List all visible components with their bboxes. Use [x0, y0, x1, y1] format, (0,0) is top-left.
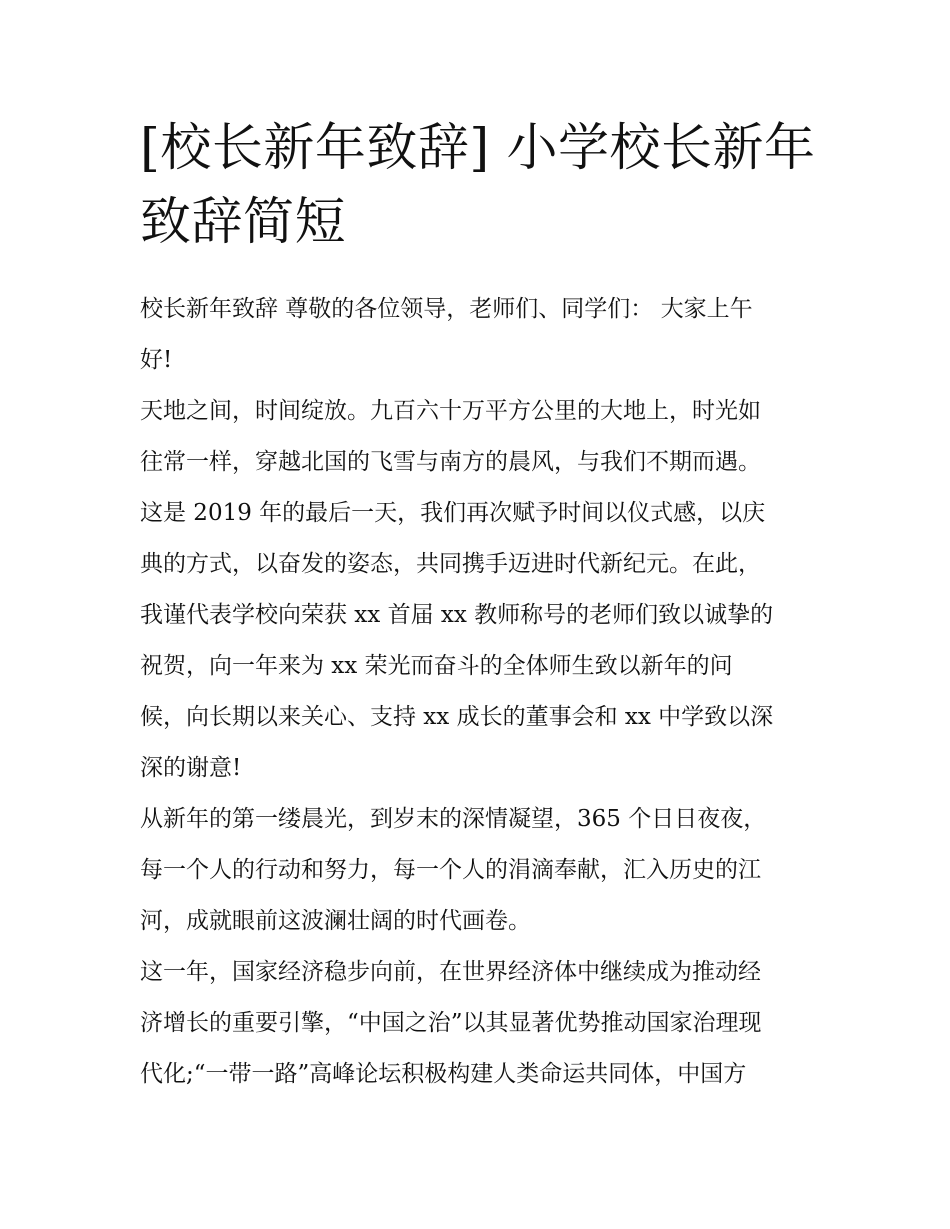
- text-line: 代化;“一带一路”高峰论坛积极构建人类命运共同体，中国方: [140, 1061, 747, 1087]
- paragraph-greeting: [140, 284, 820, 386]
- text-line: 候，向长期以来关心、支持 xx 成长的董事会和 xx 中学致以深: [140, 704, 774, 730]
- text-line: 校长新年致辞 尊敬的各位领导，老师们、同学们： 大家上午: [140, 296, 753, 322]
- title-line: [校长新年致辞] 小学校长新年: [140, 119, 816, 178]
- document-content: [140, 112, 820, 1100]
- document-body: [140, 284, 820, 1100]
- text-line: 从新年的第一缕晨光，到岁末的深情凝望，365 个日日夜夜，: [140, 806, 767, 832]
- paragraph-reflection: [140, 794, 820, 947]
- document-title: [140, 112, 820, 260]
- text-line: 往常一样，穿越北国的飞雪与南方的晨风，与我们不期而遇。: [140, 449, 761, 475]
- title-line: 致辞简短: [140, 193, 347, 252]
- text-line: 这一年，国家经济稳步向前，在世界经济体中继续成为推动经: [140, 959, 761, 985]
- text-line: 深的谢意!: [140, 755, 242, 781]
- text-line: 这是 2019 年的最后一天，我们再次赋予时间以仪式感，以庆: [140, 500, 766, 526]
- text-line: 济增长的重要引擎，“中国之治”以其显著优势推动国家治理现: [140, 1010, 762, 1036]
- paragraph-opening: [140, 386, 820, 794]
- paragraph-national: [140, 947, 820, 1100]
- text-line: 河，成就眼前这波澜壮阔的时代画卷。: [140, 908, 531, 934]
- text-line: 每一个人的行动和努力，每一个人的涓滴奉献，汇入历史的江: [140, 857, 761, 883]
- text-line: 我谨代表学校向荣获 xx 首届 xx 教师称号的老师们致以诚挚的: [140, 602, 774, 628]
- text-line: 好!: [140, 347, 173, 373]
- text-line: 典的方式，以奋发的姿态，共同携手迈进时代新纪元。在此，: [140, 551, 761, 577]
- text-line: 天地之间，时间绽放。九百六十万平方公里的大地上，时光如: [140, 398, 761, 424]
- text-line: 祝贺，向一年来为 xx 荣光而奋斗的全体师生致以新年的问: [140, 653, 733, 679]
